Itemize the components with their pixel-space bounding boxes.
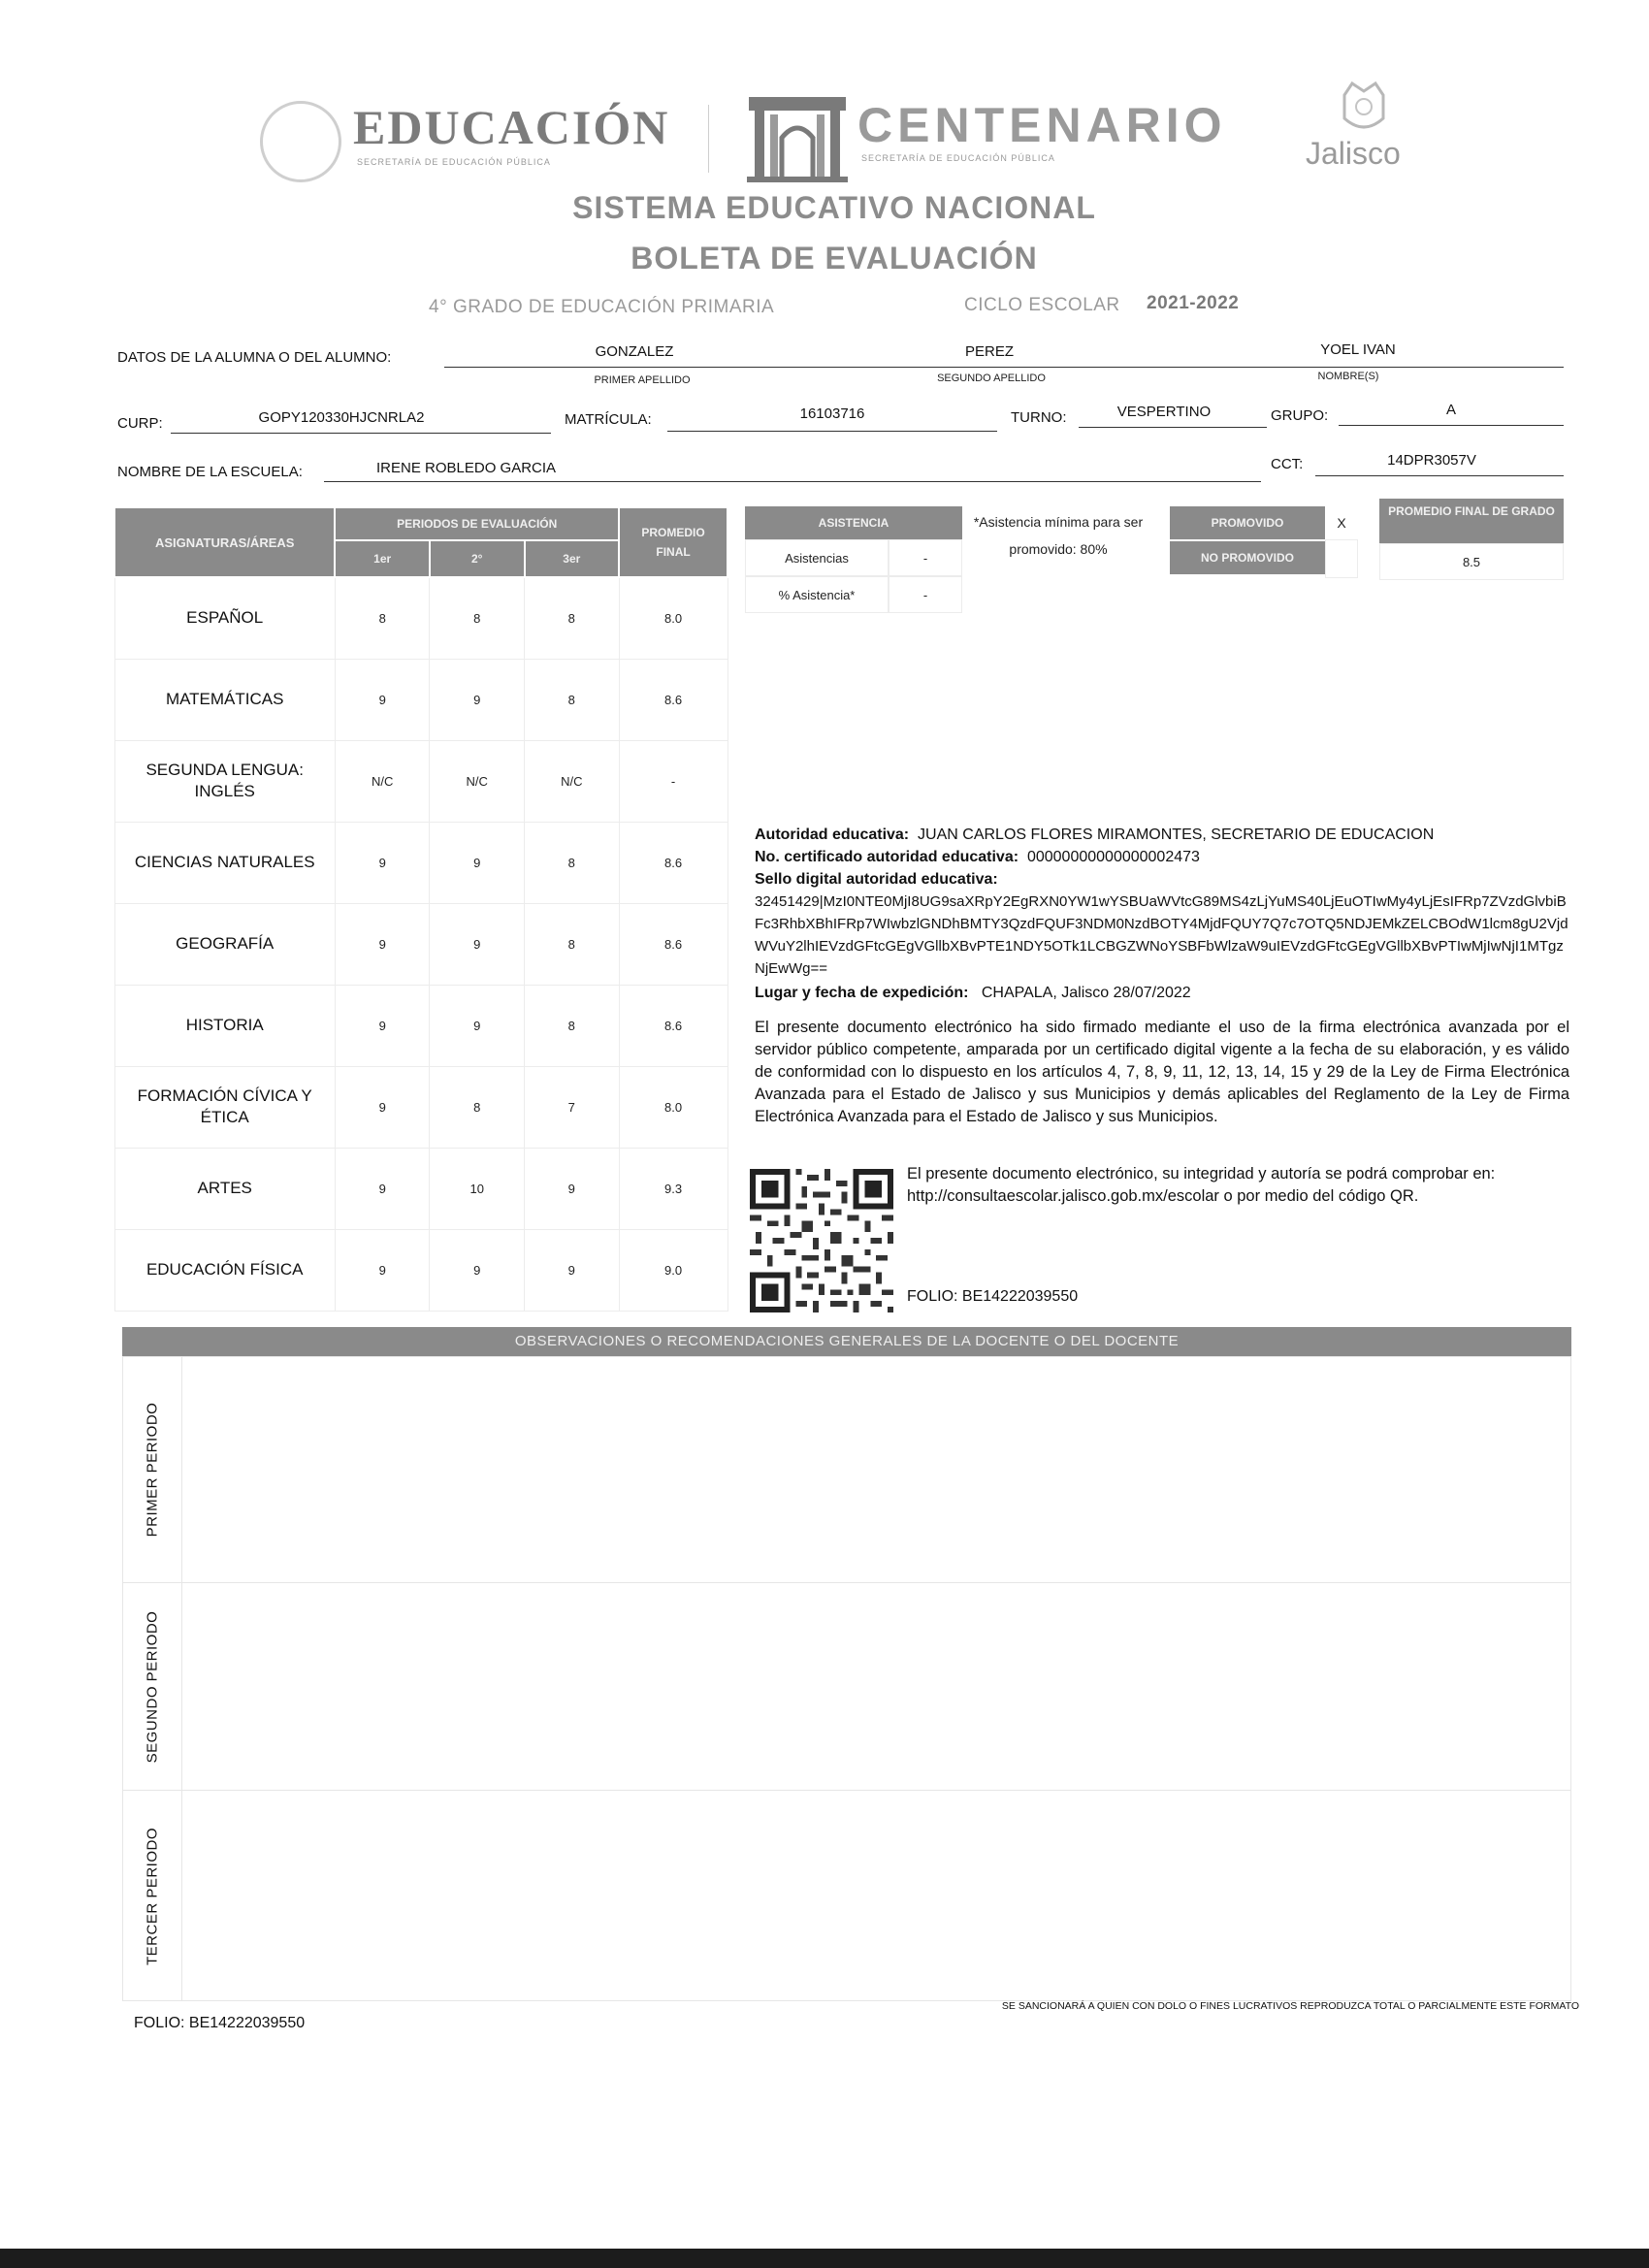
issue-place-line: [755, 984, 1191, 1002]
period-3-label-cell: [122, 1791, 182, 2001]
grade-period-2: 10: [430, 1148, 525, 1229]
attendance-percent-value: -: [889, 576, 962, 613]
grade-period-1: 9: [335, 1148, 430, 1229]
certificate-label: No. certificado autoridad educativa:: [755, 849, 1019, 865]
federal-seal-icon: [260, 101, 341, 182]
curp-line: [171, 433, 551, 434]
grade-final: 9.0: [619, 1229, 728, 1311]
grade-period-1: 9: [335, 1229, 430, 1311]
grade-period-2: 9: [430, 903, 525, 985]
observations-header: OBSERVACIONES O RECOMENDACIONES GENERALES DE LA DOCENTE O DEL DOCENTE: [122, 1327, 1571, 1356]
grade-period-1: 9: [335, 1066, 430, 1148]
matricula-label: MATRÍCULA:: [565, 411, 652, 428]
period-3-label: TERCER PERIODO: [144, 1827, 160, 1965]
issue-place-value: CHAPALA, Jalisco 28/07/2022: [981, 985, 1191, 1001]
period-2-observations[interactable]: [182, 1583, 1571, 1791]
grade-final: 8.6: [619, 985, 728, 1066]
student-name-line: [444, 367, 1564, 368]
turno-value: VESPERTINO: [1116, 404, 1212, 420]
grade-period-3: N/C: [525, 740, 620, 822]
educacion-logo-subtitle: SECRETARÍA DE EDUCACIÓN PÚBLICA: [357, 157, 551, 167]
grade-period-1: 8: [335, 577, 430, 659]
issue-place-label: Lugar y fecha de expedición:: [755, 985, 969, 1001]
authority-label: Autoridad educativa:: [755, 826, 910, 843]
qr-code[interactable]: [750, 1169, 893, 1312]
student-data-label: DATOS DE LA ALUMNA O DEL ALUMNO:: [117, 349, 392, 366]
grade-period-2: 9: [430, 822, 525, 903]
subject-name: EDUCACIÓN FÍSICA: [114, 1229, 335, 1311]
school-cycle-label: CICLO ESCOLAR: [964, 295, 1120, 315]
period-3-observations[interactable]: [182, 1791, 1571, 2001]
jalisco-crest-icon: [1333, 76, 1395, 138]
final-grade-average-value: 8.5: [1379, 543, 1564, 580]
grade-final: 8.6: [619, 659, 728, 740]
footer-folio: FOLIO: BE14222039550: [134, 2015, 306, 2031]
grupo-line: [1339, 425, 1564, 426]
not-promoted-label: NO PROMOVIDO: [1170, 541, 1325, 574]
grade-period-3: 8: [525, 985, 620, 1066]
cct-value: 14DPR3057V: [1387, 452, 1476, 469]
grades-table: [113, 506, 728, 1312]
grade-level: 4° GRADO DE EDUCACIÓN PRIMARIA: [429, 297, 775, 317]
grade-row: [114, 985, 728, 1066]
subject-name: SEGUNDA LENGUA: INGLÉS: [114, 740, 335, 822]
grade-period-1: 9: [335, 822, 430, 903]
authority-line: [755, 826, 1434, 844]
grade-period-2: 8: [430, 1066, 525, 1148]
turno-label: TURNO:: [1011, 409, 1067, 426]
educacion-logo: EDUCACIÓN: [353, 100, 670, 154]
grade-final: 8.0: [619, 1066, 728, 1148]
grade-row: [114, 1066, 728, 1148]
subject-name: FORMACIÓN CÍVICA Y ÉTICA: [114, 1066, 335, 1148]
given-names-caption: NOMBRE(S): [1317, 371, 1379, 382]
not-promoted-box: [1325, 539, 1358, 578]
digital-seal-label: Sello digital autoridad educativa:: [755, 871, 998, 888]
periods-header: PERIODOS DE EVALUACIÓN: [335, 507, 619, 540]
period-2-label-cell: [122, 1583, 182, 1791]
attendance-note: *Asistencia mínima para ser promovido: 80%: [973, 514, 1144, 557]
grade-period-2: 9: [430, 985, 525, 1066]
legal-notice: El presente documento electrónico ha sido firmado mediante el uso de la firma electrónica avanzada por el servidor público competente, amparada por un certificado digital vigente a la fecha de su elaboración, y es válido de conformidad con lo dispuesto en los artículos 4, 7, 8, 9, 11, 12, 13, 14, 15 y 29 de la Ley de Firma Electrónica Avanzada para el Estado de Jalisco y sus Municipios y demás aplicables del Reglamento de la Ley de Firma Electrónica Avanzada para el Estado de Jalisco y sus Municipios.: [755, 1019, 1569, 1125]
document-title-boleta: BOLETA DE EVALUACIÓN: [630, 241, 1038, 275]
authority-value: JUAN CARLOS FLORES MIRAMONTES, SECRETARIO DE EDUCACION: [918, 826, 1435, 843]
grade-final: 8.6: [619, 903, 728, 985]
first-surname: GONZALEZ: [595, 343, 674, 360]
header-divider: [708, 105, 709, 173]
attendance-header: ASISTENCIA: [745, 506, 962, 539]
reproduction-warning: SE SANCIONARÁ A QUIEN CON DOLO O FINES LUCRATIVOS REPRODUZCA TOTAL O PARCIALMENTE ESTE FORMATO: [1001, 2000, 1579, 2012]
period-1-label-cell: [122, 1356, 182, 1583]
subject-name: GEOGRAFÍA: [114, 903, 335, 985]
final-grade-average-label: PROMEDIO FINAL DE GRADO: [1379, 499, 1564, 543]
promoted-mark: X: [1337, 515, 1346, 531]
matricula-value: 16103716: [799, 405, 865, 422]
attendances-value: -: [889, 539, 962, 576]
attendances-label: Asistencias: [745, 539, 889, 576]
grade-period-3: 9: [525, 1148, 620, 1229]
grade-row: [114, 1148, 728, 1229]
grade-row: [114, 903, 728, 985]
attendance-percent-label: % Asistencia*: [745, 576, 889, 613]
second-surname-caption: SEGUNDO APELLIDO: [937, 373, 1046, 384]
grade-row: [114, 740, 728, 822]
centenario-building-icon: [747, 95, 848, 182]
grade-period-3: 8: [525, 822, 620, 903]
certificate-line: [755, 848, 1200, 866]
jalisco-logo: Jalisco: [1306, 136, 1401, 171]
grade-row: [114, 577, 728, 659]
curp-label: CURP:: [117, 415, 163, 432]
grade-period-1: 9: [335, 985, 430, 1066]
grade-period-3: 9: [525, 1229, 620, 1311]
period-3-header: 3er: [525, 540, 620, 577]
curp-value: GOPY120330HJCNRLA2: [258, 409, 425, 426]
grade-row: [114, 822, 728, 903]
grade-period-3: 8: [525, 903, 620, 985]
turno-line: [1079, 427, 1267, 428]
grade-period-2: N/C: [430, 740, 525, 822]
document-title-system: SISTEMA EDUCATIVO NACIONAL: [572, 190, 1096, 225]
given-names: YOEL IVAN: [1320, 341, 1396, 358]
school-value: IRENE ROBLEDO GARCIA: [376, 460, 557, 476]
grade-period-1: 9: [335, 903, 430, 985]
verification-notice: El presente documento electrónico, su integridad y autoría se podrá comprobar en: http://consultaescolar.jalisco.gob.mx/escolar o por medio del código QR.: [907, 1165, 1496, 1205]
period-1-header: 1er: [335, 540, 430, 577]
matricula-line: [667, 431, 997, 432]
promoted-label: PROMOVIDO: [1170, 506, 1325, 539]
grade-row: [114, 659, 728, 740]
grade-final: -: [619, 740, 728, 822]
signature-folio: FOLIO: BE14222039550: [907, 1288, 1079, 1305]
second-surname: PEREZ: [964, 343, 1014, 360]
final-average-header: PROMEDIO FINAL: [619, 507, 728, 577]
subject-name: CIENCIAS NATURALES: [114, 822, 335, 903]
grupo-value: A: [1445, 402, 1456, 418]
grupo-label: GRUPO:: [1271, 407, 1329, 424]
subject-name: MATEMÁTICAS: [114, 659, 335, 740]
grade-period-2: 9: [430, 659, 525, 740]
grade-period-1: N/C: [335, 740, 430, 822]
grade-period-3: 7: [525, 1066, 620, 1148]
centenario-logo-subtitle: SECRETARÍA DE EDUCACIÓN PÚBLICA: [861, 153, 1055, 163]
subjects-header: ASIGNATURAS/ÁREAS: [114, 507, 335, 577]
grade-period-2: 8: [430, 577, 525, 659]
period-1-observations[interactable]: [182, 1356, 1571, 1583]
school-cycle-value: 2021-2022: [1147, 293, 1240, 313]
grade-final: 8.0: [619, 577, 728, 659]
period-2-label: SEGUNDO PERIODO: [144, 1610, 160, 1763]
first-surname-caption: PRIMER APELLIDO: [594, 374, 691, 386]
grade-period-2: 9: [430, 1229, 525, 1311]
centenario-logo: CENTENARIO: [857, 98, 1227, 152]
grade-row: [114, 1229, 728, 1311]
grade-period-3: 8: [525, 577, 620, 659]
cct-label: CCT:: [1271, 456, 1304, 472]
school-label: NOMBRE DE LA ESCUELA:: [117, 464, 303, 480]
cct-line: [1315, 475, 1564, 476]
scan-edge: [0, 2249, 1649, 2268]
period-1-label: PRIMER PERIODO: [144, 1402, 160, 1537]
subject-name: ARTES: [114, 1148, 335, 1229]
grade-final: 8.6: [619, 822, 728, 903]
grade-final: 9.3: [619, 1148, 728, 1229]
subject-name: HISTORIA: [114, 985, 335, 1066]
certificate-value: 00000000000000002473: [1026, 849, 1200, 865]
subject-name: ESPAÑOL: [114, 577, 335, 659]
grade-period-1: 9: [335, 659, 430, 740]
grade-period-3: 8: [525, 659, 620, 740]
school-line: [324, 481, 1261, 482]
digital-seal-value: 32451429|MzI0NTE0MjI8UG9saXRpY2EgRXN0YW1wYSBUaWVtcG89MS4zLjYuMS40LjEuOTIwMy4yLjEsIFRp7ZVzdGlvbiBFc3RhbXBhIFRp7WIwbzlGNDhBMTY3QzdFQUF3NDM0NzdBOTY4MjdFQUY7Q7c7OTQ5NDJEMkZELCBOdW1lcm8gU2VjdWVuY2lhIEVzdGFtcGEgVGllbXBvPTE1NDY5OTk1LCBGZWNoYSBFbWlzaW9uIEVzdGFtcGEgVGllbXBvPTIwMjIwNjI1MTgzNjEwWg==: [755, 893, 1568, 977]
period-2-header: 2°: [430, 540, 525, 577]
